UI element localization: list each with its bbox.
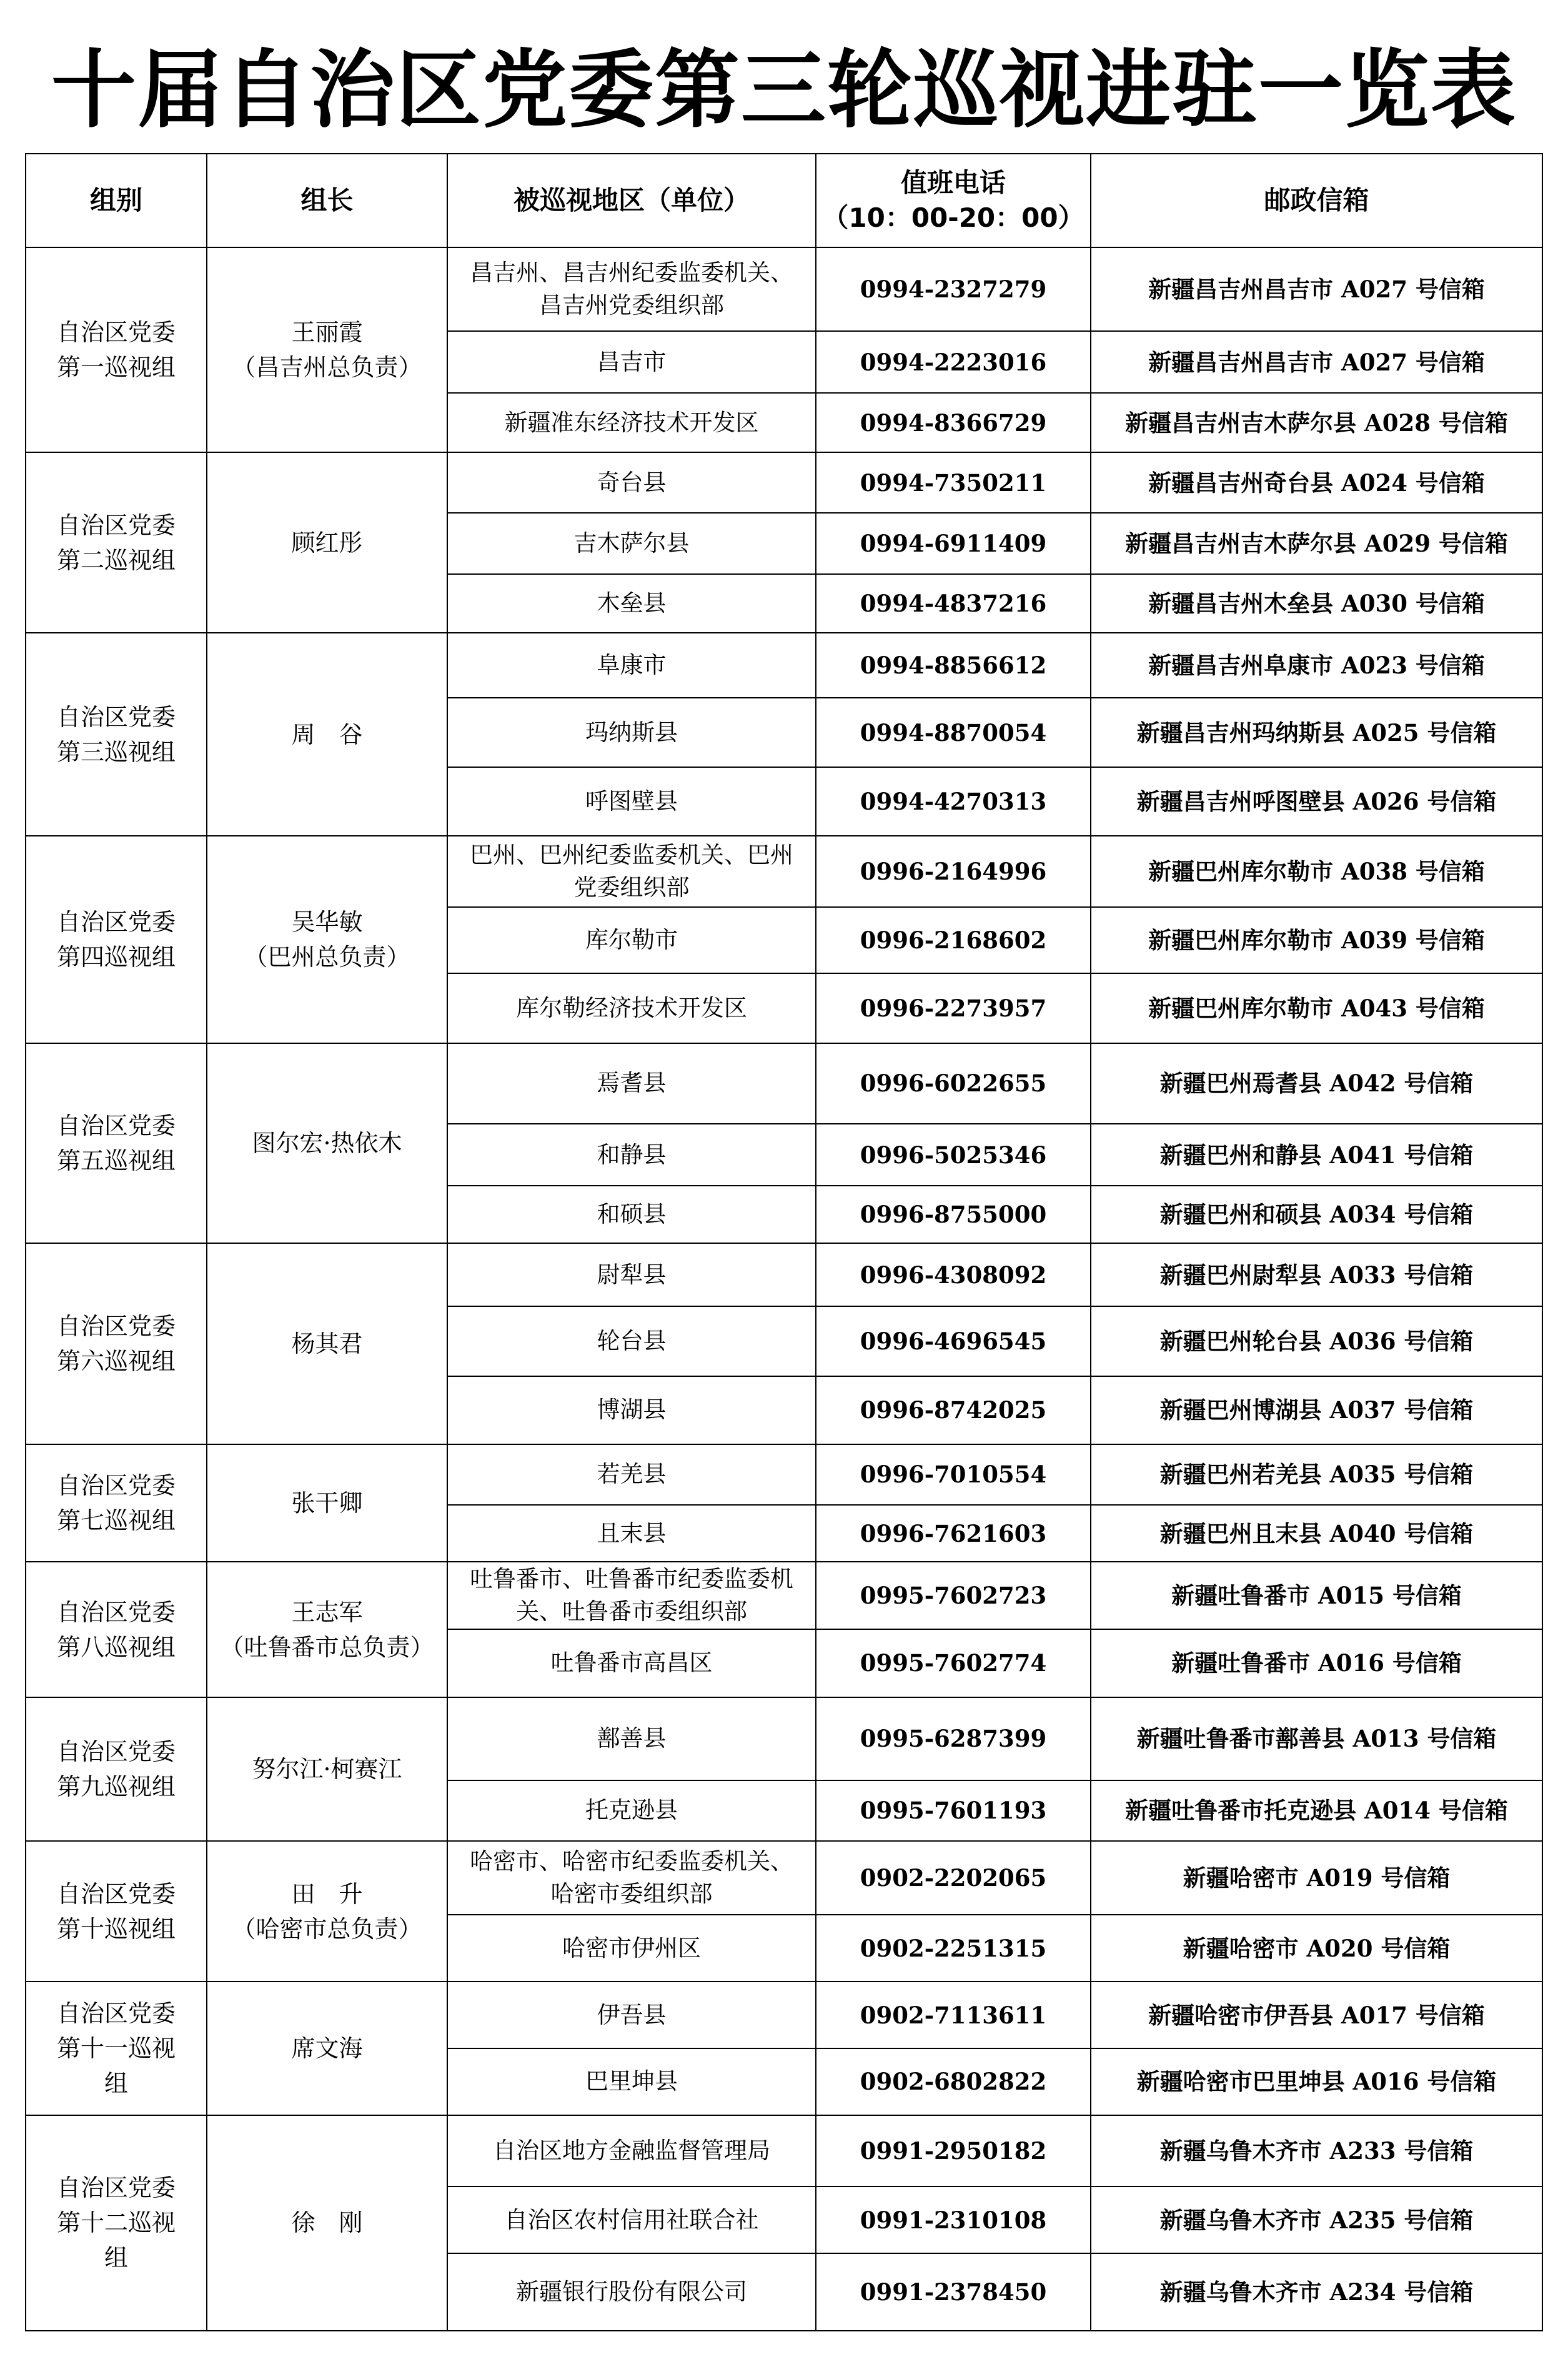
inspected-unit-cell: 新疆准东经济技术开发区 xyxy=(447,393,816,452)
table-row xyxy=(26,1841,1542,1915)
leader-cell xyxy=(207,452,447,633)
inspected-unit-cell: 托克逊县 xyxy=(447,1780,816,1841)
postal-box-cell: 新疆巴州库尔勒市 A038 号信箱 xyxy=(1091,836,1542,907)
leader-name: 周 谷 xyxy=(291,720,363,748)
table-row xyxy=(26,452,1542,513)
duty-phone-cell: 0995-7601193 xyxy=(816,1780,1091,1841)
inspected-unit-cell: 吐鲁番市高昌区 xyxy=(447,1629,816,1697)
leader-cell xyxy=(207,1243,447,1444)
group-name-cell: 自治区党委第四巡视组 xyxy=(26,836,207,1043)
inspected-unit-cell: 伊吾县 xyxy=(447,1982,816,2048)
table-row xyxy=(26,1043,1542,1124)
postal-box-cell: 新疆吐鲁番市鄯善县 A013 号信箱 xyxy=(1091,1697,1542,1780)
postal-box-cell: 新疆巴州库尔勒市 A039 号信箱 xyxy=(1091,907,1542,974)
inspected-unit-cell: 木垒县 xyxy=(447,574,816,633)
table-row xyxy=(26,1982,1542,2048)
inspected-unit-cell: 若羌县 xyxy=(447,1444,816,1505)
group-name-cell: 自治区党委第十巡视组 xyxy=(26,1841,207,1982)
inspected-unit-cell: 巴州、巴州纪委监委机关、巴州党委组织部 xyxy=(447,836,816,907)
postal-box-cell: 新疆昌吉州吉木萨尔县 A029 号信箱 xyxy=(1091,513,1542,573)
inspected-unit-cell: 奇台县 xyxy=(447,452,816,513)
postal-box-cell: 新疆巴州且末县 A040 号信箱 xyxy=(1091,1505,1542,1562)
postal-box-cell: 新疆哈密市伊吾县 A017 号信箱 xyxy=(1091,1982,1542,2048)
duty-phone-cell: 0996-2164996 xyxy=(816,836,1091,907)
inspected-unit-cell: 巴里坤县 xyxy=(447,2048,816,2115)
duty-phone-cell: 0996-8742025 xyxy=(816,1376,1091,1444)
postal-box-cell: 新疆昌吉州昌吉市 A027 号信箱 xyxy=(1091,331,1542,393)
table-row xyxy=(26,2115,1542,2187)
postal-box-cell: 新疆哈密市 A020 号信箱 xyxy=(1091,1915,1542,1982)
duty-phone-cell: 0996-2273957 xyxy=(816,973,1091,1043)
inspected-unit-cell: 新疆银行股份有限公司 xyxy=(447,2253,816,2331)
leader-name: 张干卿 xyxy=(291,1489,363,1517)
inspected-unit-cell: 轮台县 xyxy=(447,1306,816,1376)
duty-phone-cell: 0902-7113611 xyxy=(816,1982,1091,2048)
postal-box-cell: 新疆昌吉州奇台县 A024 号信箱 xyxy=(1091,452,1542,513)
group-name-cell: 自治区党委第二巡视组 xyxy=(26,452,207,633)
leader-name: 徐 刚 xyxy=(291,2209,363,2237)
leader-name: 田 升 xyxy=(291,1880,363,1908)
inspected-unit-cell: 昌吉市 xyxy=(447,331,816,393)
document-title: 十届自治区党委第三轮巡视进驻一览表 xyxy=(51,41,1517,140)
postal-box-cell: 新疆乌鲁木齐市 A234 号信箱 xyxy=(1091,2253,1542,2331)
leader-cell xyxy=(207,1841,447,1982)
inspected-unit-cell: 焉耆县 xyxy=(447,1043,816,1124)
leader-name: 杨其君 xyxy=(291,1329,363,1357)
postal-box-cell: 新疆哈密市 A019 号信箱 xyxy=(1091,1841,1542,1915)
leader-cell xyxy=(207,1444,447,1562)
postal-box-cell: 新疆昌吉州玛纳斯县 A025 号信箱 xyxy=(1091,698,1542,768)
duty-phone-cell: 0996-7621603 xyxy=(816,1505,1091,1562)
duty-phone-cell: 0902-6802822 xyxy=(816,2048,1091,2115)
duty-phone-cell: 0991-2310108 xyxy=(816,2186,1091,2253)
postal-box-cell: 新疆巴州博湖县 A037 号信箱 xyxy=(1091,1376,1542,1444)
table-row xyxy=(26,1562,1542,1629)
table-row xyxy=(26,247,1542,331)
inspection-table xyxy=(25,153,1543,2331)
group-name-cell: 自治区党委第九巡视组 xyxy=(26,1697,207,1841)
inspected-unit-cell: 库尔勒经济技术开发区 xyxy=(447,973,816,1043)
duty-phone-cell: 0996-2168602 xyxy=(816,907,1091,974)
leader-cell xyxy=(207,1043,447,1243)
leader-note: （巴州总负责） xyxy=(244,943,410,971)
header-group: 组别 xyxy=(26,154,207,247)
postal-box-cell: 新疆巴州若羌县 A035 号信箱 xyxy=(1091,1444,1542,1505)
header-area: 被巡视地区（单位） xyxy=(447,154,816,247)
leader-note: （昌吉州总负责） xyxy=(232,353,422,381)
table-body xyxy=(26,247,1542,2331)
inspected-unit-cell: 鄯善县 xyxy=(447,1697,816,1780)
leader-cell xyxy=(207,2115,447,2331)
duty-phone-cell: 0996-6022655 xyxy=(816,1043,1091,1124)
leader-cell xyxy=(207,1982,447,2115)
duty-phone-cell: 0994-2223016 xyxy=(816,331,1091,393)
duty-phone-cell: 0996-7010554 xyxy=(816,1444,1091,1505)
header-mail: 邮政信箱 xyxy=(1091,154,1542,247)
table-row xyxy=(26,1444,1542,1505)
duty-phone-cell: 0994-6911409 xyxy=(816,513,1091,573)
group-name-cell: 自治区党委第一巡视组 xyxy=(26,247,207,452)
inspected-unit-cell: 自治区地方金融监督管理局 xyxy=(447,2115,816,2187)
postal-box-cell: 新疆昌吉州吉木萨尔县 A028 号信箱 xyxy=(1091,393,1542,452)
leader-cell xyxy=(207,633,447,836)
postal-box-cell: 新疆巴州焉耆县 A042 号信箱 xyxy=(1091,1043,1542,1124)
inspected-unit-cell: 昌吉州、昌吉州纪委监委机关、昌吉州党委组织部 xyxy=(447,247,816,331)
postal-box-cell: 新疆昌吉州呼图壁县 A026 号信箱 xyxy=(1091,767,1542,836)
header-row xyxy=(26,154,1542,247)
postal-box-cell: 新疆巴州库尔勒市 A043 号信箱 xyxy=(1091,973,1542,1043)
duty-phone-cell: 0994-8856612 xyxy=(816,633,1091,698)
table-row xyxy=(26,836,1542,907)
table-row xyxy=(26,1243,1542,1307)
inspected-unit-cell: 阜康市 xyxy=(447,633,816,698)
postal-box-cell: 新疆吐鲁番市 A015 号信箱 xyxy=(1091,1562,1542,1629)
header-phone-hours: （10：00-20：00） xyxy=(822,202,1084,233)
inspected-unit-cell: 和硕县 xyxy=(447,1186,816,1243)
leader-note: （吐鲁番市总负责） xyxy=(220,1633,434,1661)
inspected-unit-cell: 吉木萨尔县 xyxy=(447,513,816,573)
inspected-unit-cell: 博湖县 xyxy=(447,1376,816,1444)
duty-phone-cell: 0996-5025346 xyxy=(816,1124,1091,1186)
postal-box-cell: 新疆吐鲁番市 A016 号信箱 xyxy=(1091,1629,1542,1697)
duty-phone-cell: 0991-2378450 xyxy=(816,2253,1091,2331)
duty-phone-cell: 0995-7602774 xyxy=(816,1629,1091,1697)
duty-phone-cell: 0902-2251315 xyxy=(816,1915,1091,1982)
leader-name: 努尔江·柯赛江 xyxy=(252,1755,402,1783)
postal-box-cell: 新疆乌鲁木齐市 A233 号信箱 xyxy=(1091,2115,1542,2187)
group-name-cell: 自治区党委第六巡视组 xyxy=(26,1243,207,1444)
duty-phone-cell: 0994-4837216 xyxy=(816,574,1091,633)
postal-box-cell: 新疆巴州轮台县 A036 号信箱 xyxy=(1091,1306,1542,1376)
group-name-cell: 自治区党委第三巡视组 xyxy=(26,633,207,836)
inspected-unit-cell: 尉犁县 xyxy=(447,1243,816,1307)
inspected-unit-cell: 哈密市伊州区 xyxy=(447,1915,816,1982)
leader-name: 王丽霞 xyxy=(291,318,363,346)
inspected-unit-cell: 和静县 xyxy=(447,1124,816,1186)
inspected-unit-cell: 且末县 xyxy=(447,1505,816,1562)
group-name-cell: 自治区党委第十一巡视组 xyxy=(26,1982,207,2115)
inspected-unit-cell: 玛纳斯县 xyxy=(447,698,816,768)
duty-phone-cell: 0996-4308092 xyxy=(816,1243,1091,1307)
duty-phone-cell: 0996-4696545 xyxy=(816,1306,1091,1376)
inspected-unit-cell: 呼图壁县 xyxy=(447,767,816,836)
duty-phone-cell: 0994-4270313 xyxy=(816,767,1091,836)
group-name-cell: 自治区党委第八巡视组 xyxy=(26,1562,207,1697)
table-row xyxy=(26,1697,1542,1780)
leader-note: （哈密市总负责） xyxy=(232,1915,422,1943)
duty-phone-cell: 0995-6287399 xyxy=(816,1697,1091,1780)
group-name-cell: 自治区党委第五巡视组 xyxy=(26,1043,207,1243)
leader-name: 图尔宏·热依木 xyxy=(252,1129,402,1157)
postal-box-cell: 新疆巴州和硕县 A034 号信箱 xyxy=(1091,1186,1542,1243)
postal-box-cell: 新疆昌吉州昌吉市 A027 号信箱 xyxy=(1091,247,1542,331)
group-name-cell: 自治区党委第七巡视组 xyxy=(26,1444,207,1562)
postal-box-cell: 新疆哈密市巴里坤县 A016 号信箱 xyxy=(1091,2048,1542,2115)
header-phone xyxy=(816,154,1091,247)
inspected-unit-cell: 哈密市、哈密市纪委监委机关、哈密市委组织部 xyxy=(447,1841,816,1915)
postal-box-cell: 新疆巴州尉犁县 A033 号信箱 xyxy=(1091,1243,1542,1307)
leader-cell xyxy=(207,247,447,452)
duty-phone-cell: 0994-2327279 xyxy=(816,247,1091,331)
leader-cell xyxy=(207,836,447,1043)
inspected-unit-cell: 自治区农村信用社联合社 xyxy=(447,2186,816,2253)
group-name-cell: 自治区党委第十二巡视组 xyxy=(26,2115,207,2331)
duty-phone-cell: 0902-2202065 xyxy=(816,1841,1091,1915)
duty-phone-cell: 0991-2950182 xyxy=(816,2115,1091,2187)
duty-phone-cell: 0996-8755000 xyxy=(816,1186,1091,1243)
duty-phone-cell: 0995-7602723 xyxy=(816,1562,1091,1629)
header-leader: 组长 xyxy=(207,154,447,247)
inspected-unit-cell: 吐鲁番市、吐鲁番市纪委监委机关、吐鲁番市委组织部 xyxy=(447,1562,816,1629)
duty-phone-cell: 0994-8366729 xyxy=(816,393,1091,452)
leader-name: 顾红彤 xyxy=(291,528,363,557)
header-phone-label: 值班电话 xyxy=(900,167,1006,198)
table-row xyxy=(26,633,1542,698)
postal-box-cell: 新疆巴州和静县 A041 号信箱 xyxy=(1091,1124,1542,1186)
leader-name: 王志军 xyxy=(291,1598,363,1626)
postal-box-cell: 新疆昌吉州木垒县 A030 号信箱 xyxy=(1091,574,1542,633)
postal-box-cell: 新疆乌鲁木齐市 A235 号信箱 xyxy=(1091,2186,1542,2253)
duty-phone-cell: 0994-8870054 xyxy=(816,698,1091,768)
postal-box-cell: 新疆昌吉州阜康市 A023 号信箱 xyxy=(1091,633,1542,698)
inspected-unit-cell: 库尔勒市 xyxy=(447,907,816,974)
leader-cell xyxy=(207,1562,447,1697)
leader-name: 席文海 xyxy=(291,2035,363,2063)
duty-phone-cell: 0994-7350211 xyxy=(816,452,1091,513)
leader-cell xyxy=(207,1697,447,1841)
postal-box-cell: 新疆吐鲁番市托克逊县 A014 号信箱 xyxy=(1091,1780,1542,1841)
leader-name: 吴华敏 xyxy=(291,908,363,936)
